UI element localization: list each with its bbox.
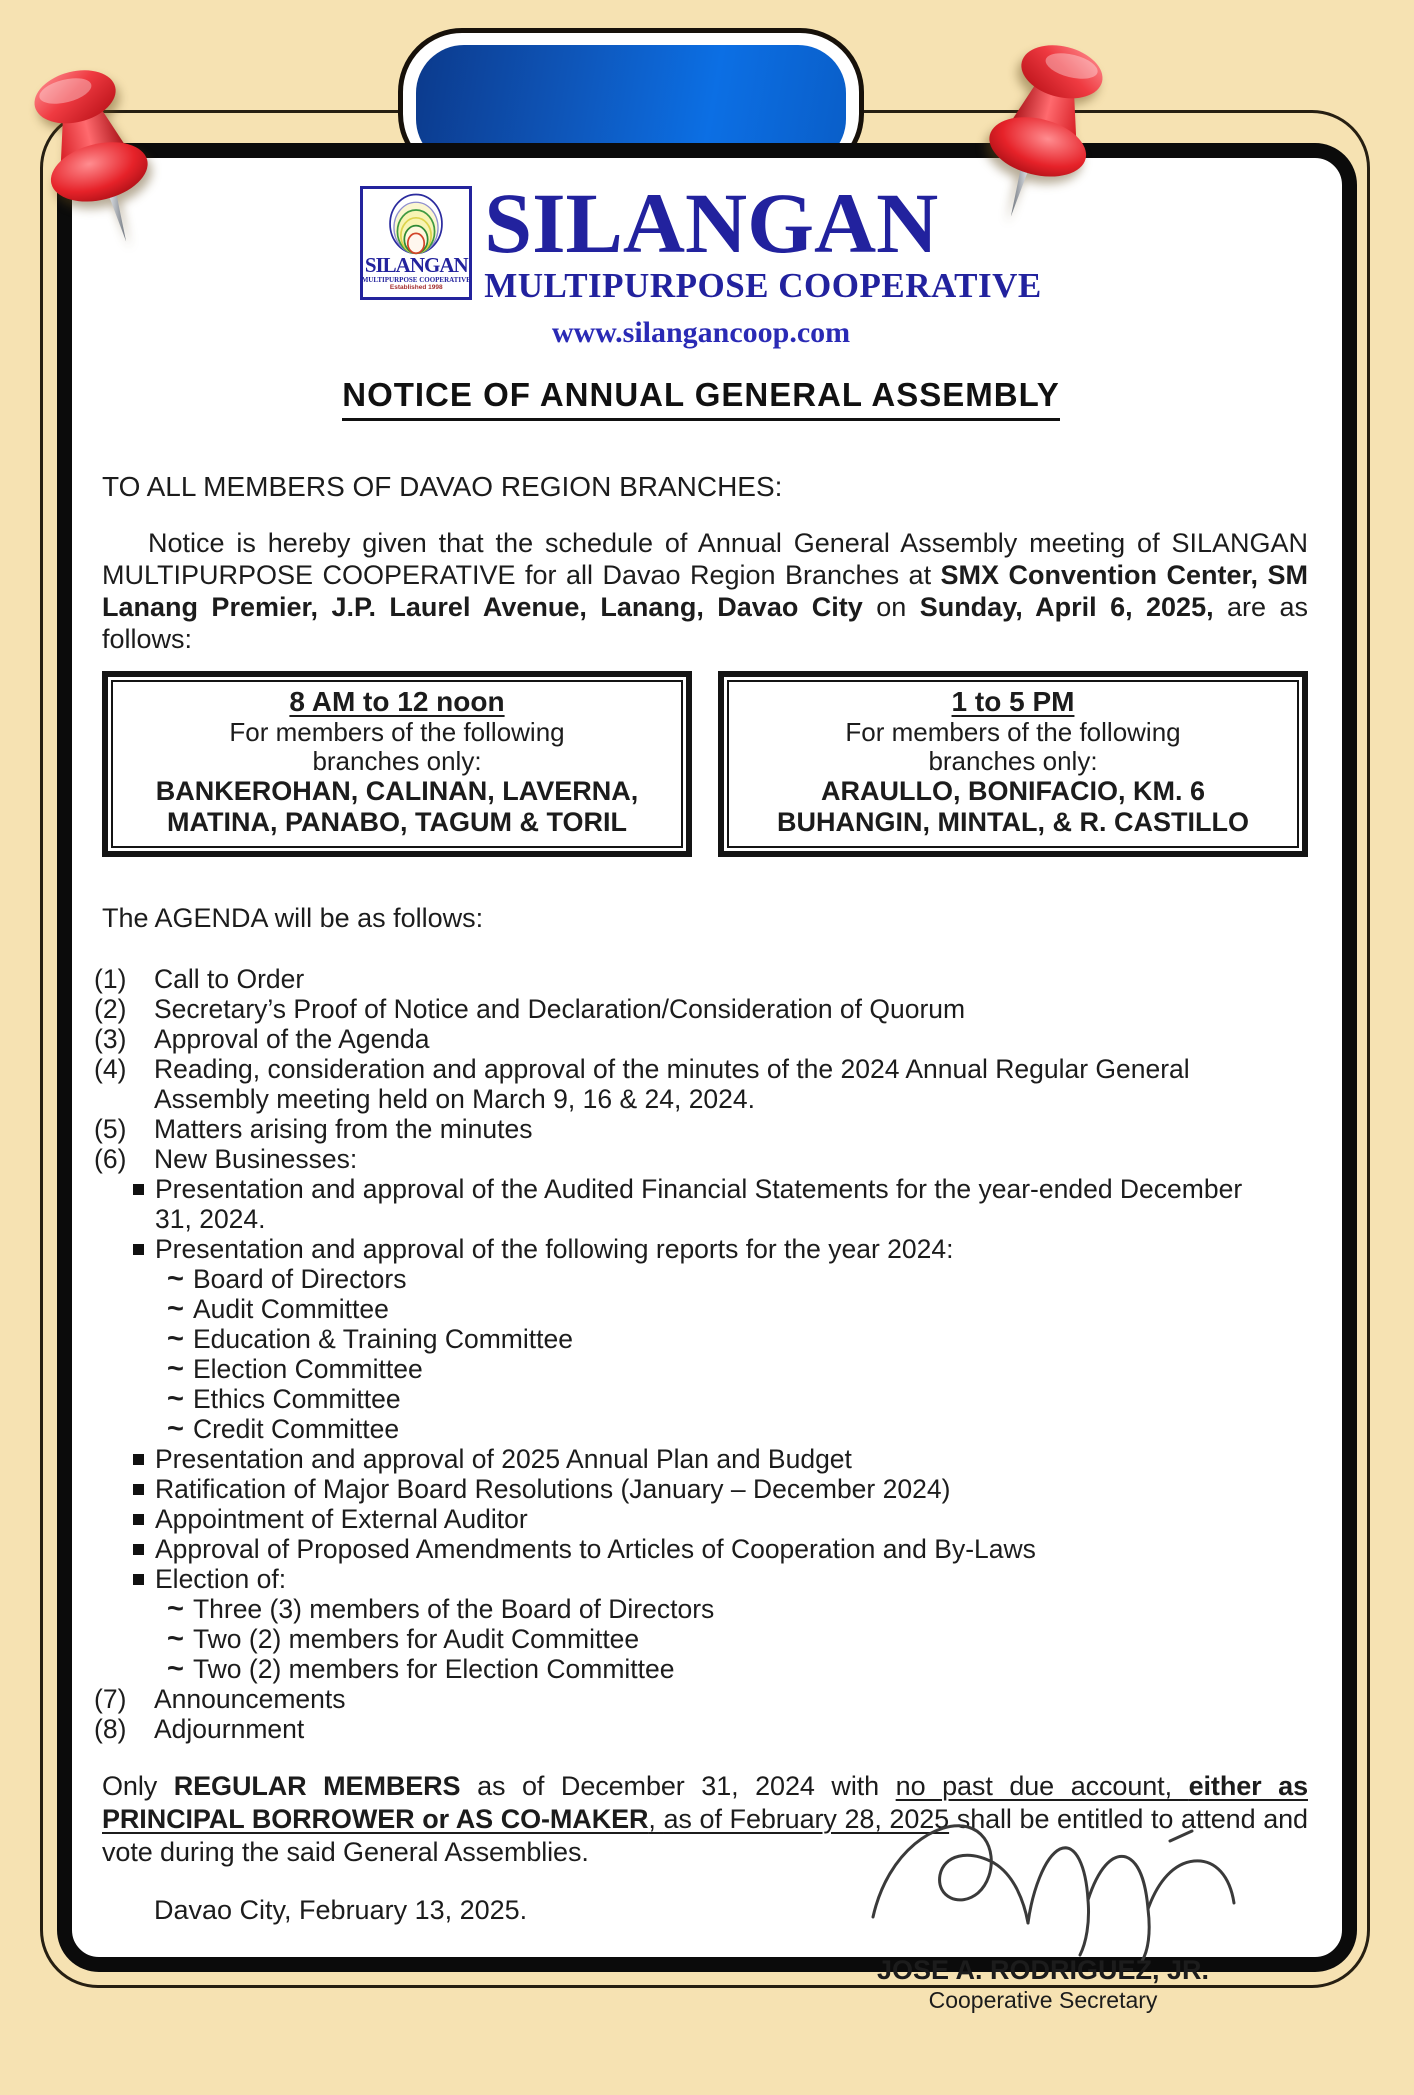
eligibility-paragraph [102, 1770, 1308, 1869]
closing-section [94, 1895, 1308, 2095]
logo-circles-icon [383, 191, 449, 255]
agenda-item-text: Secretary’s Proof of Notice and Declaration/Consideration of Quorum [154, 993, 966, 1024]
agenda-bullet-text: Presentation and approval of 2025 Annual Plan and Budget [155, 1443, 852, 1474]
agenda-item [94, 964, 1253, 994]
agenda-tilde-item [167, 1324, 1253, 1354]
title-wrap [94, 376, 1308, 421]
intro-paragraph [102, 527, 1308, 655]
org-name: SILANGAN [484, 175, 939, 271]
agenda-bullet-text: Appointment of External Auditor [155, 1503, 528, 1534]
agenda-bullet [133, 1474, 1253, 1504]
logo-established: Established 1998 [389, 284, 443, 291]
agenda-bullet [133, 1234, 1253, 1264]
agenda-bullet-text: Ratification of Major Board Resolutions (January – December 2024) [155, 1473, 951, 1504]
agenda-bullet-text: Presentation and approval of the following reports for the year 2024: [155, 1233, 954, 1264]
notice-document [57, 143, 1357, 2013]
agenda-bullet [133, 1534, 1253, 1564]
agenda-tilde-text: Board of Directors [192, 1263, 407, 1294]
agenda-item [94, 1144, 1253, 1174]
org-title-block [484, 175, 1042, 306]
logo-badge [360, 186, 472, 300]
org-subtitle: MULTIPURPOSE COOPERATIVE [484, 265, 1042, 305]
schedule-time: 1 to 5 PM [951, 685, 1075, 717]
bullet-square-icon [133, 1454, 144, 1465]
agenda-tilde-text: Education & Training Committee [192, 1323, 573, 1354]
tilde-bullet-icon: ~ [167, 1592, 184, 1625]
signatory-title: Cooperative Secretary [928, 1986, 1158, 2013]
agenda-bullet-text: Presentation and approval of the Audited Financial Statements for the year-ended December 31, 2024. [155, 1173, 1243, 1234]
agenda-tilde-item [167, 1384, 1253, 1414]
branch-list: MATINA, PANABO, TAGUM & TORIL [167, 806, 627, 837]
agenda-tilde-text: Credit Committee [192, 1413, 400, 1444]
agenda-tilde-text: Two (2) members for Audit Committee [192, 1623, 640, 1654]
website-url: www.silangancoop.com [551, 315, 851, 349]
agenda-tilde-item [167, 1624, 1253, 1654]
agenda-item-number: (4) [94, 1053, 127, 1084]
agenda-item-number: (6) [94, 1143, 127, 1174]
branch-list: ARAULLO, BONIFACIO, KM. 6 [821, 775, 1205, 806]
schedule-note: branches only: [928, 745, 1098, 776]
agenda-item-text: Announcements [154, 1683, 346, 1714]
pushpin-icon [960, 30, 1115, 230]
agenda-item-number: (2) [94, 993, 127, 1024]
branch-list: BUHANGIN, MINTAL, & R. CASTILLO [777, 806, 1249, 837]
agenda-tilde-list [167, 1264, 1253, 1444]
signatory-name: JOSE A. RODRIGUEZ, JR. [876, 1954, 1210, 1985]
agenda-tilde-item [167, 1354, 1253, 1384]
agenda-bullet [133, 1564, 1253, 1594]
agenda-item-number: (5) [94, 1113, 127, 1144]
tilde-bullet-icon: ~ [167, 1352, 184, 1385]
agenda-list [94, 964, 1308, 1744]
schedule-box-inner [111, 680, 683, 848]
text-segment: , [648, 1803, 664, 1834]
agenda-sub-bullets [133, 1174, 1253, 1684]
agenda-item-text: Adjournment [154, 1713, 305, 1744]
agenda-item-text: Approval of the Agenda [154, 1023, 430, 1054]
agenda-tilde-list [167, 1594, 1253, 1684]
bullet-square-icon [133, 1244, 144, 1255]
agenda-item [94, 1054, 1253, 1114]
signature-block [848, 1883, 1238, 2014]
agenda-item-text: Matters arising from the minutes [154, 1113, 533, 1144]
bullet-square-icon [133, 1574, 144, 1585]
agenda-heading: The AGENDA will be as follows: [102, 902, 484, 933]
schedule-note: branches only: [312, 745, 482, 776]
salutation: TO ALL MEMBERS OF DAVAO REGION BRANCHES: [102, 470, 783, 502]
agenda-bullet [133, 1444, 1253, 1474]
branch-list: BANKEROHAN, CALINAN, LAVERNA, [155, 775, 639, 806]
agenda-tilde-text: Audit Committee [192, 1293, 389, 1324]
text-segment: as of February 28, 2025 [663, 1803, 950, 1834]
agenda-bullet-text: Approval of Proposed Amendments to Articles of Cooperation and By-Laws [155, 1533, 1036, 1564]
agenda-bullet [133, 1174, 1253, 1234]
agenda-tilde-text: Three (3) members of the Board of Directors [192, 1593, 715, 1624]
bullet-square-icon [133, 1484, 144, 1495]
text-segment: Only [102, 1770, 174, 1801]
notice-title: NOTICE OF ANNUAL GENERAL ASSEMBLY [342, 376, 1060, 421]
text-segment: as of December 31, 2024 with [460, 1770, 896, 1801]
agenda-bullet-text: Election of: [155, 1563, 287, 1594]
schedule-time: 8 AM to 12 noon [289, 685, 505, 717]
text-segment: Notice is hereby given that the schedule of Annual General Assembly meeting of SILANGAN MULTIPURPOSE COOPERATIVE for all Davao Region Branches at [102, 527, 1308, 590]
agenda-item [94, 1684, 1253, 1714]
agenda-item-text: Reading, consideration and approval of the minutes of the 2024 Annual Regular General Assembly meeting held on March 9, 16 & 24, 2024. [154, 1053, 1190, 1114]
tilde-bullet-icon: ~ [167, 1322, 184, 1355]
agenda-item-number: (7) [94, 1683, 127, 1714]
schedule-box-inner [727, 680, 1299, 848]
text-segment: shall be entitled to attend and vote during the said General Assemblies. [102, 1803, 1308, 1867]
agenda-tilde-text: Two (2) members for Election Committee [192, 1653, 675, 1684]
bullet-square-icon [133, 1544, 144, 1555]
pushpin-icon [22, 55, 177, 255]
agenda-tilde-text: Ethics Committee [192, 1383, 401, 1414]
schedule-note: For members of the following [845, 716, 1181, 747]
bullet-square-icon [133, 1514, 144, 1525]
text-segment: no past due account, [895, 1770, 1189, 1801]
agenda-item [94, 1114, 1253, 1144]
logo-subtitle: MULTIPURPOSE COOPERATIVE [361, 276, 471, 284]
schedule-boxes [102, 671, 1308, 857]
agenda-item-number: (1) [94, 963, 127, 994]
schedule-box-morning [102, 671, 692, 857]
schedule-note: For members of the following [229, 716, 565, 747]
logo-name: SILANGAN [364, 253, 468, 277]
bullet-square-icon [133, 1184, 144, 1195]
agenda-tilde-item [167, 1414, 1253, 1444]
text-segment: Sunday, April 6, 2025, [919, 591, 1214, 622]
agenda-tilde-item [167, 1264, 1253, 1294]
dateline: Davao City, February 13, 2025. [154, 1894, 528, 1925]
agenda-item-text: New Businesses: [154, 1143, 358, 1174]
agenda-tilde-text: Election Committee [192, 1353, 423, 1384]
agenda-item [94, 1024, 1253, 1054]
agenda-item-number: (3) [94, 1023, 127, 1054]
agenda-tilde-item [167, 1294, 1253, 1324]
agenda-item-text: Call to Order [154, 963, 305, 994]
tilde-bullet-icon: ~ [167, 1262, 184, 1295]
tilde-bullet-icon: ~ [167, 1652, 184, 1685]
agenda-item [94, 1714, 1253, 1744]
agenda-item-number: (8) [94, 1713, 127, 1744]
schedule-box-afternoon [718, 671, 1308, 857]
agenda-bullet [133, 1504, 1253, 1534]
tilde-bullet-icon: ~ [167, 1292, 184, 1325]
text-segment: SMX Convention Center, SM Lanang Premier, J.P. Laurel Avenue, Lanang, Davao City [102, 559, 1308, 622]
text-segment: REGULAR MEMBERS [173, 1770, 461, 1801]
text-segment: either as PRINCIPAL BORROWER or AS CO-MAKER [102, 1770, 1308, 1834]
agenda-tilde-item [167, 1654, 1253, 1684]
tilde-bullet-icon: ~ [167, 1622, 184, 1655]
text-segment: on [862, 591, 920, 622]
agenda-tilde-item [167, 1594, 1253, 1624]
tilde-bullet-icon: ~ [167, 1382, 184, 1415]
agenda-item [94, 994, 1253, 1024]
text-segment: are as follows: [102, 591, 1309, 654]
header [94, 175, 1308, 306]
tilde-bullet-icon: ~ [167, 1412, 184, 1445]
